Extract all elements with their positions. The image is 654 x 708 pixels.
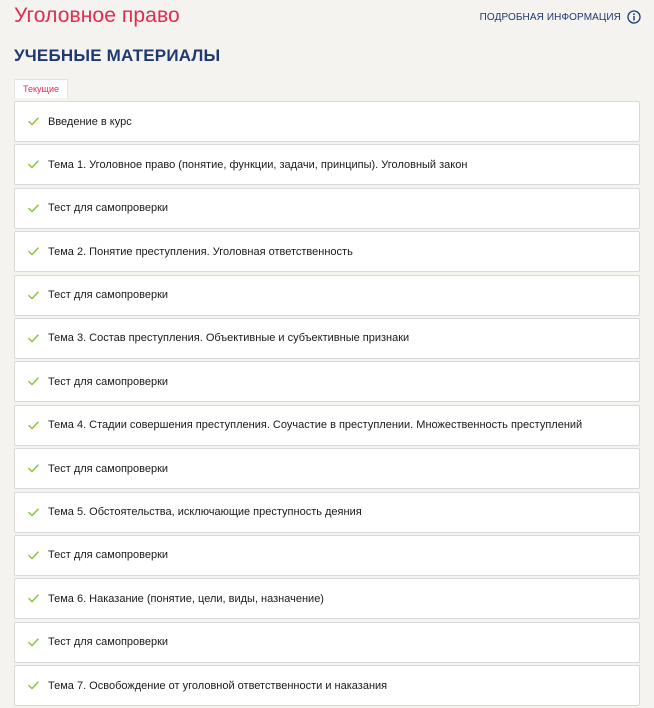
- material-item[interactable]: [14, 101, 640, 142]
- check-icon: [28, 464, 39, 473]
- material-item[interactable]: [14, 665, 640, 706]
- material-item[interactable]: [14, 231, 640, 272]
- check-icon: [28, 291, 39, 300]
- material-label: Тема 4. Стадии совершения преступления. Соучастие в преступлении. Множественность преступлений: [48, 419, 583, 432]
- check-icon: [28, 204, 39, 213]
- check-icon: [28, 117, 39, 126]
- material-item[interactable]: [14, 188, 640, 229]
- material-item[interactable]: [14, 144, 640, 185]
- material-label: Тема 2. Понятие преступления. Уголовная ответственность: [48, 245, 353, 258]
- info-link-label: ПОДРОБНАЯ ИНФОРМАЦИЯ: [479, 11, 621, 23]
- check-icon: [28, 638, 39, 647]
- check-icon: [28, 160, 39, 169]
- check-icon: [28, 247, 39, 256]
- material-item[interactable]: [14, 275, 640, 316]
- material-label: Тема 7. Освобождение от уголовной ответственности и наказания: [48, 679, 388, 692]
- check-icon: [28, 551, 39, 560]
- check-icon: [28, 508, 39, 517]
- material-label: Тест для самопроверки: [48, 375, 169, 388]
- material-label: Тест для самопроверки: [48, 202, 169, 215]
- materials-list: [14, 101, 640, 708]
- material-label: Введение в курс: [48, 115, 132, 128]
- check-icon: [28, 421, 39, 430]
- material-label: Тест для самопроверки: [48, 462, 169, 475]
- check-icon: [28, 594, 39, 603]
- check-icon: [28, 681, 39, 690]
- material-label: Тема 3. Состав преступления. Объективные и субъективные признаки: [48, 332, 410, 345]
- section-title: УЧЕБНЫЕ МАТЕРИАЛЫ: [14, 46, 221, 65]
- material-item[interactable]: [14, 318, 640, 359]
- material-item[interactable]: [14, 361, 640, 402]
- tab-current[interactable]: Текущие: [14, 79, 68, 98]
- material-item[interactable]: [14, 492, 640, 533]
- info-circle-icon: [627, 10, 641, 24]
- material-label: Тест для самопроверки: [48, 636, 169, 649]
- material-label: Тема 6. Наказание (понятие, цели, виды, назначение): [48, 592, 324, 605]
- course-title: Уголовное право: [14, 4, 180, 27]
- material-item[interactable]: [14, 578, 640, 619]
- material-item[interactable]: [14, 405, 640, 446]
- material-label: Тема 1. Уголовное право (понятие, функции, задачи, принципы). Уголовный закон: [48, 158, 468, 171]
- material-label: Тема 5. Обстоятельства, исключающие преступность деяния: [48, 506, 362, 519]
- material-item[interactable]: [14, 448, 640, 489]
- material-label: Тест для самопроверки: [48, 289, 169, 302]
- material-item[interactable]: [14, 622, 640, 663]
- material-item[interactable]: [14, 535, 640, 576]
- check-icon: [28, 377, 39, 386]
- check-icon: [28, 334, 39, 343]
- info-link[interactable]: [480, 10, 641, 24]
- material-label: Тест для самопроверки: [48, 549, 169, 562]
